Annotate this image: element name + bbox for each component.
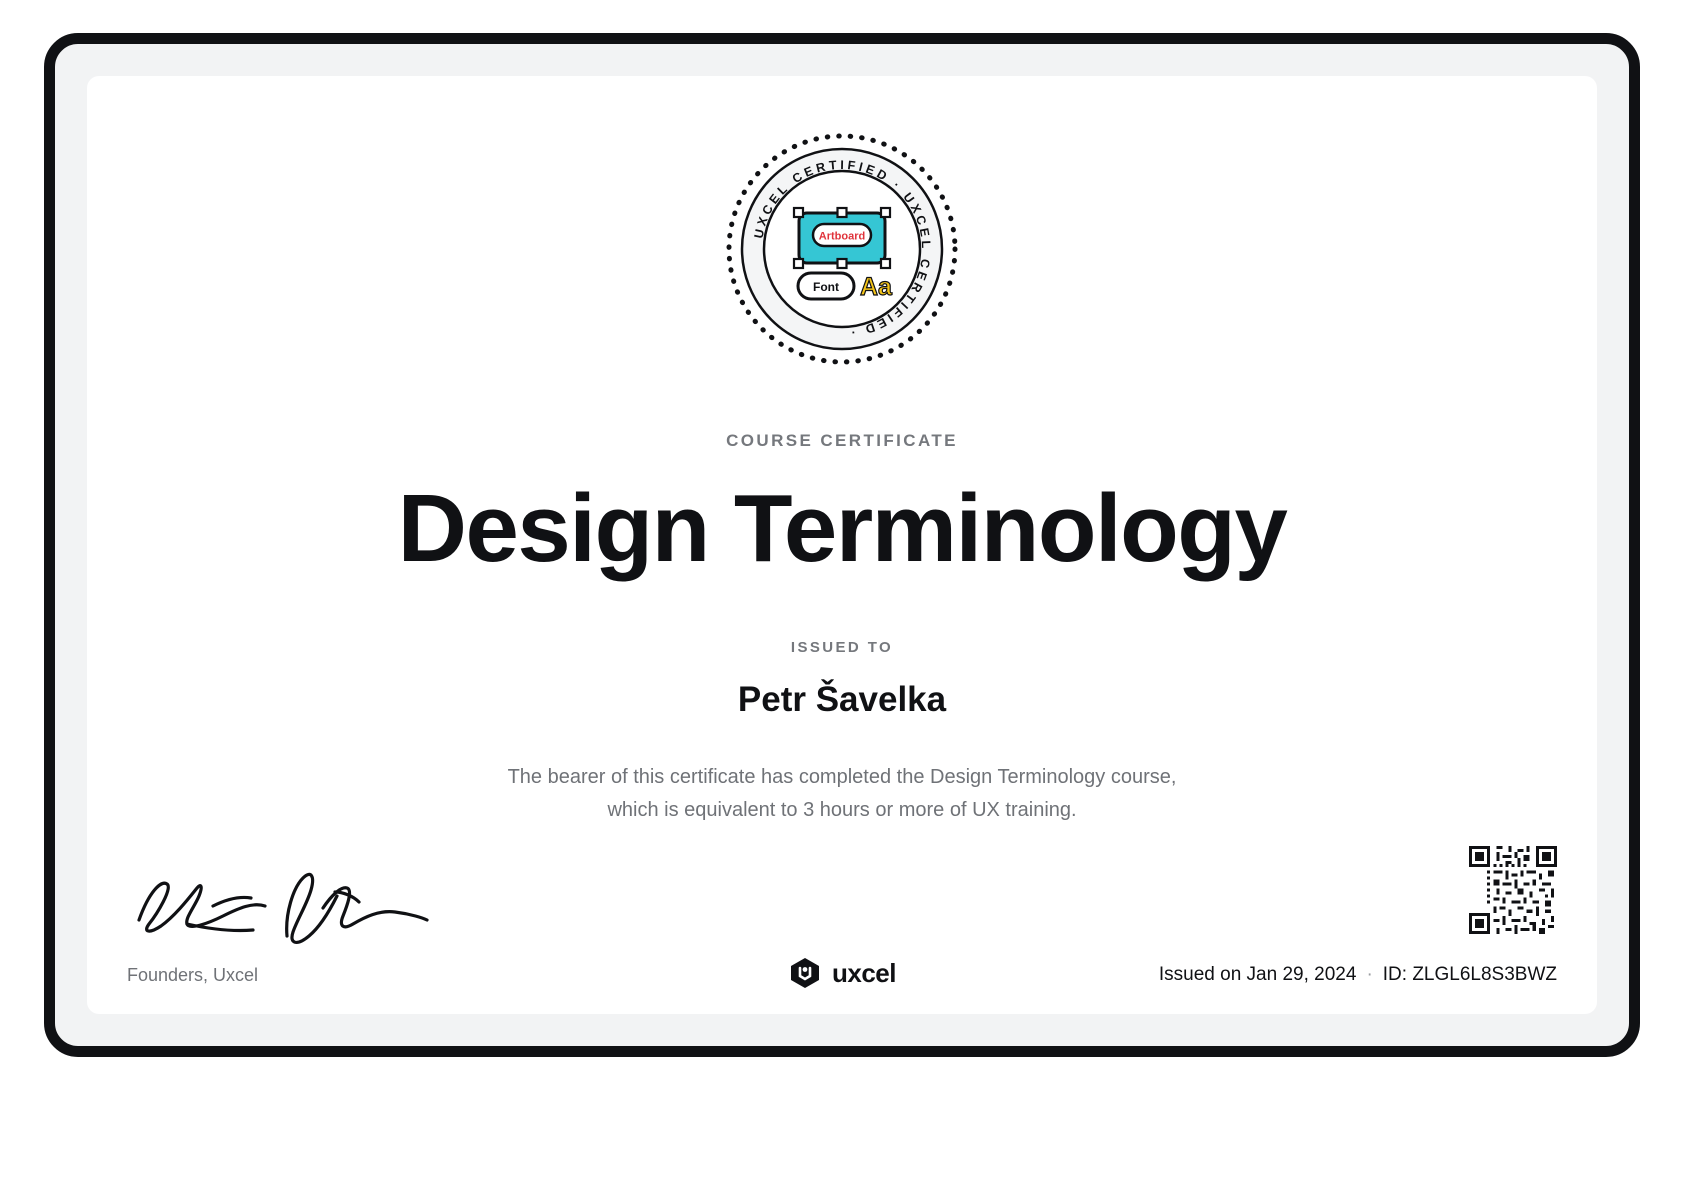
issued-to-label: ISSUED TO [790, 639, 894, 656]
seal-ring-text: UXCEL CERTIFIED · UXCEL CERTIFIED · [751, 157, 934, 340]
issue-info [1159, 964, 1557, 986]
certificate-eyebrow: COURSE CERTIFICATE [726, 431, 958, 450]
uxcel-logo-icon [788, 956, 822, 990]
description-line-1: The bearer of this certificate has completed the Design Terminology course, [507, 766, 1177, 788]
brand-name: uxcel [832, 957, 896, 988]
credential-id: ID: ZLGL6L8S3BWZ [1382, 964, 1557, 985]
recipient-name: Petr Šavelka [737, 680, 947, 719]
certificate-body [87, 76, 1597, 1014]
uxcel-certified-seal [714, 121, 970, 377]
qr-code[interactable] [1469, 846, 1557, 934]
seal-artboard-label: Artboard [818, 230, 866, 243]
certificate-frame [44, 33, 1640, 1057]
seal-artboard-graphic [794, 208, 890, 268]
qr-code-icon [1469, 846, 1557, 934]
signature-area [127, 862, 457, 952]
issue-date: Issued on Jan 29, 2024 [1158, 964, 1357, 985]
seal-aa-label: Aa [860, 273, 892, 301]
brand-logo [788, 956, 896, 990]
certificate-description [87, 761, 1597, 827]
page-title: Design Terminology [397, 475, 1287, 582]
seal-font-label: Font [813, 280, 839, 294]
signature-icon [127, 862, 457, 952]
seal-font-graphic [798, 273, 893, 301]
description-line-2: which is equivalent to 3 hours or more of UX training. [607, 799, 1077, 821]
seal-icon [714, 121, 970, 377]
founders-label: Founders, Uxcel [127, 965, 259, 985]
separator: · [1366, 964, 1373, 985]
